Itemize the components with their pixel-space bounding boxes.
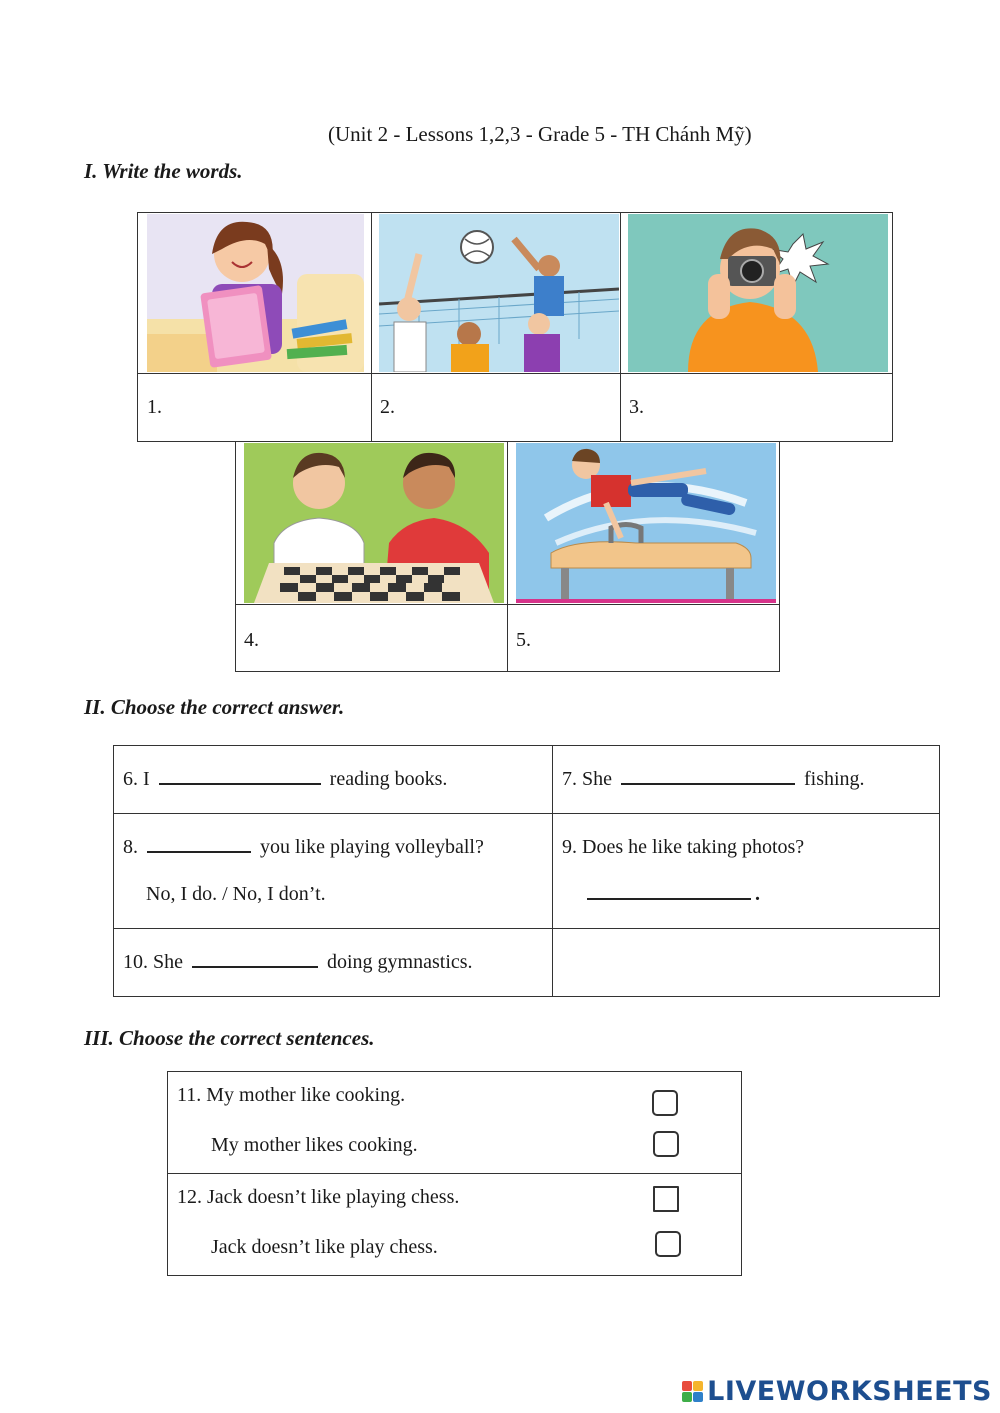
- picture-girl-reading: [147, 214, 364, 372]
- question-8-start: 8.: [123, 836, 138, 858]
- question-7: [562, 768, 865, 791]
- question-6-start: 6. I: [123, 768, 150, 790]
- question-10-end: doing gymnastics.: [327, 951, 473, 973]
- question-11-checkbox-a[interactable]: [652, 1090, 678, 1116]
- question-6-end: reading books.: [329, 768, 448, 790]
- question-7-blank[interactable]: [621, 769, 795, 785]
- answer-3-input[interactable]: [654, 388, 888, 426]
- answer-5-input[interactable]: [541, 621, 775, 659]
- question-12-checkbox-a[interactable]: [653, 1186, 679, 1212]
- question-12-checkbox-b[interactable]: [655, 1231, 681, 1257]
- picture-volleyball: [379, 214, 619, 372]
- section-1-title: I. Write the words.: [84, 159, 243, 183]
- liveworksheets-logo-icon: [682, 1381, 703, 1402]
- question-9-period: .: [755, 883, 760, 905]
- question-10-start: 10. She: [123, 951, 183, 973]
- question-8-blank[interactable]: [147, 837, 251, 853]
- question-9-blank[interactable]: [587, 884, 751, 900]
- answer-4-input[interactable]: [270, 621, 504, 659]
- item-1-number: 1.: [147, 396, 162, 418]
- question-10-blank[interactable]: [192, 952, 318, 968]
- question-7-start: 7. She: [562, 768, 612, 790]
- picture-taking-photo: [628, 214, 888, 372]
- liveworksheets-logo: [682, 1376, 992, 1407]
- question-6: [123, 768, 447, 791]
- section-3-title: III. Choose the correct sentences.: [84, 1026, 375, 1050]
- question-7-end: fishing.: [804, 768, 865, 790]
- question-12-option-b: Jack doesn’t like play chess.: [211, 1236, 438, 1258]
- question-8: [123, 836, 484, 859]
- question-8-end: you like playing volleyball?: [260, 836, 484, 858]
- question-6-blank[interactable]: [159, 769, 321, 785]
- item-2-number: 2.: [380, 396, 395, 418]
- item-3-number: 3.: [629, 396, 644, 418]
- item-5-number: 5.: [516, 629, 531, 651]
- section-2-title: II. Choose the correct answer.: [84, 695, 345, 719]
- question-9: 9. Does he like taking photos?: [562, 836, 805, 858]
- question-12-option-a: 12. Jack doesn’t like playing chess.: [177, 1186, 460, 1208]
- picture-playing-chess: [244, 443, 504, 603]
- answer-2-input[interactable]: [405, 388, 614, 426]
- answer-1-input[interactable]: [172, 388, 366, 426]
- picture-gymnastics: [516, 443, 776, 603]
- item-4-number: 4.: [244, 629, 259, 651]
- question-11-checkbox-b[interactable]: [653, 1131, 679, 1157]
- liveworksheets-logo-text: LIVEWORKSHEETS: [707, 1376, 992, 1407]
- question-8-answer-options: No, I do. / No, I don’t.: [146, 883, 326, 905]
- question-10: [123, 951, 473, 974]
- question-11-option-a: 11. My mother like cooking.: [177, 1084, 406, 1106]
- question-9-answer-line: [583, 883, 760, 906]
- question-11-option-b: My mother likes cooking.: [211, 1134, 418, 1156]
- worksheet-subtitle: (Unit 2 - Lessons 1,2,3 - Grade 5 - TH Chánh Mỹ): [328, 122, 752, 146]
